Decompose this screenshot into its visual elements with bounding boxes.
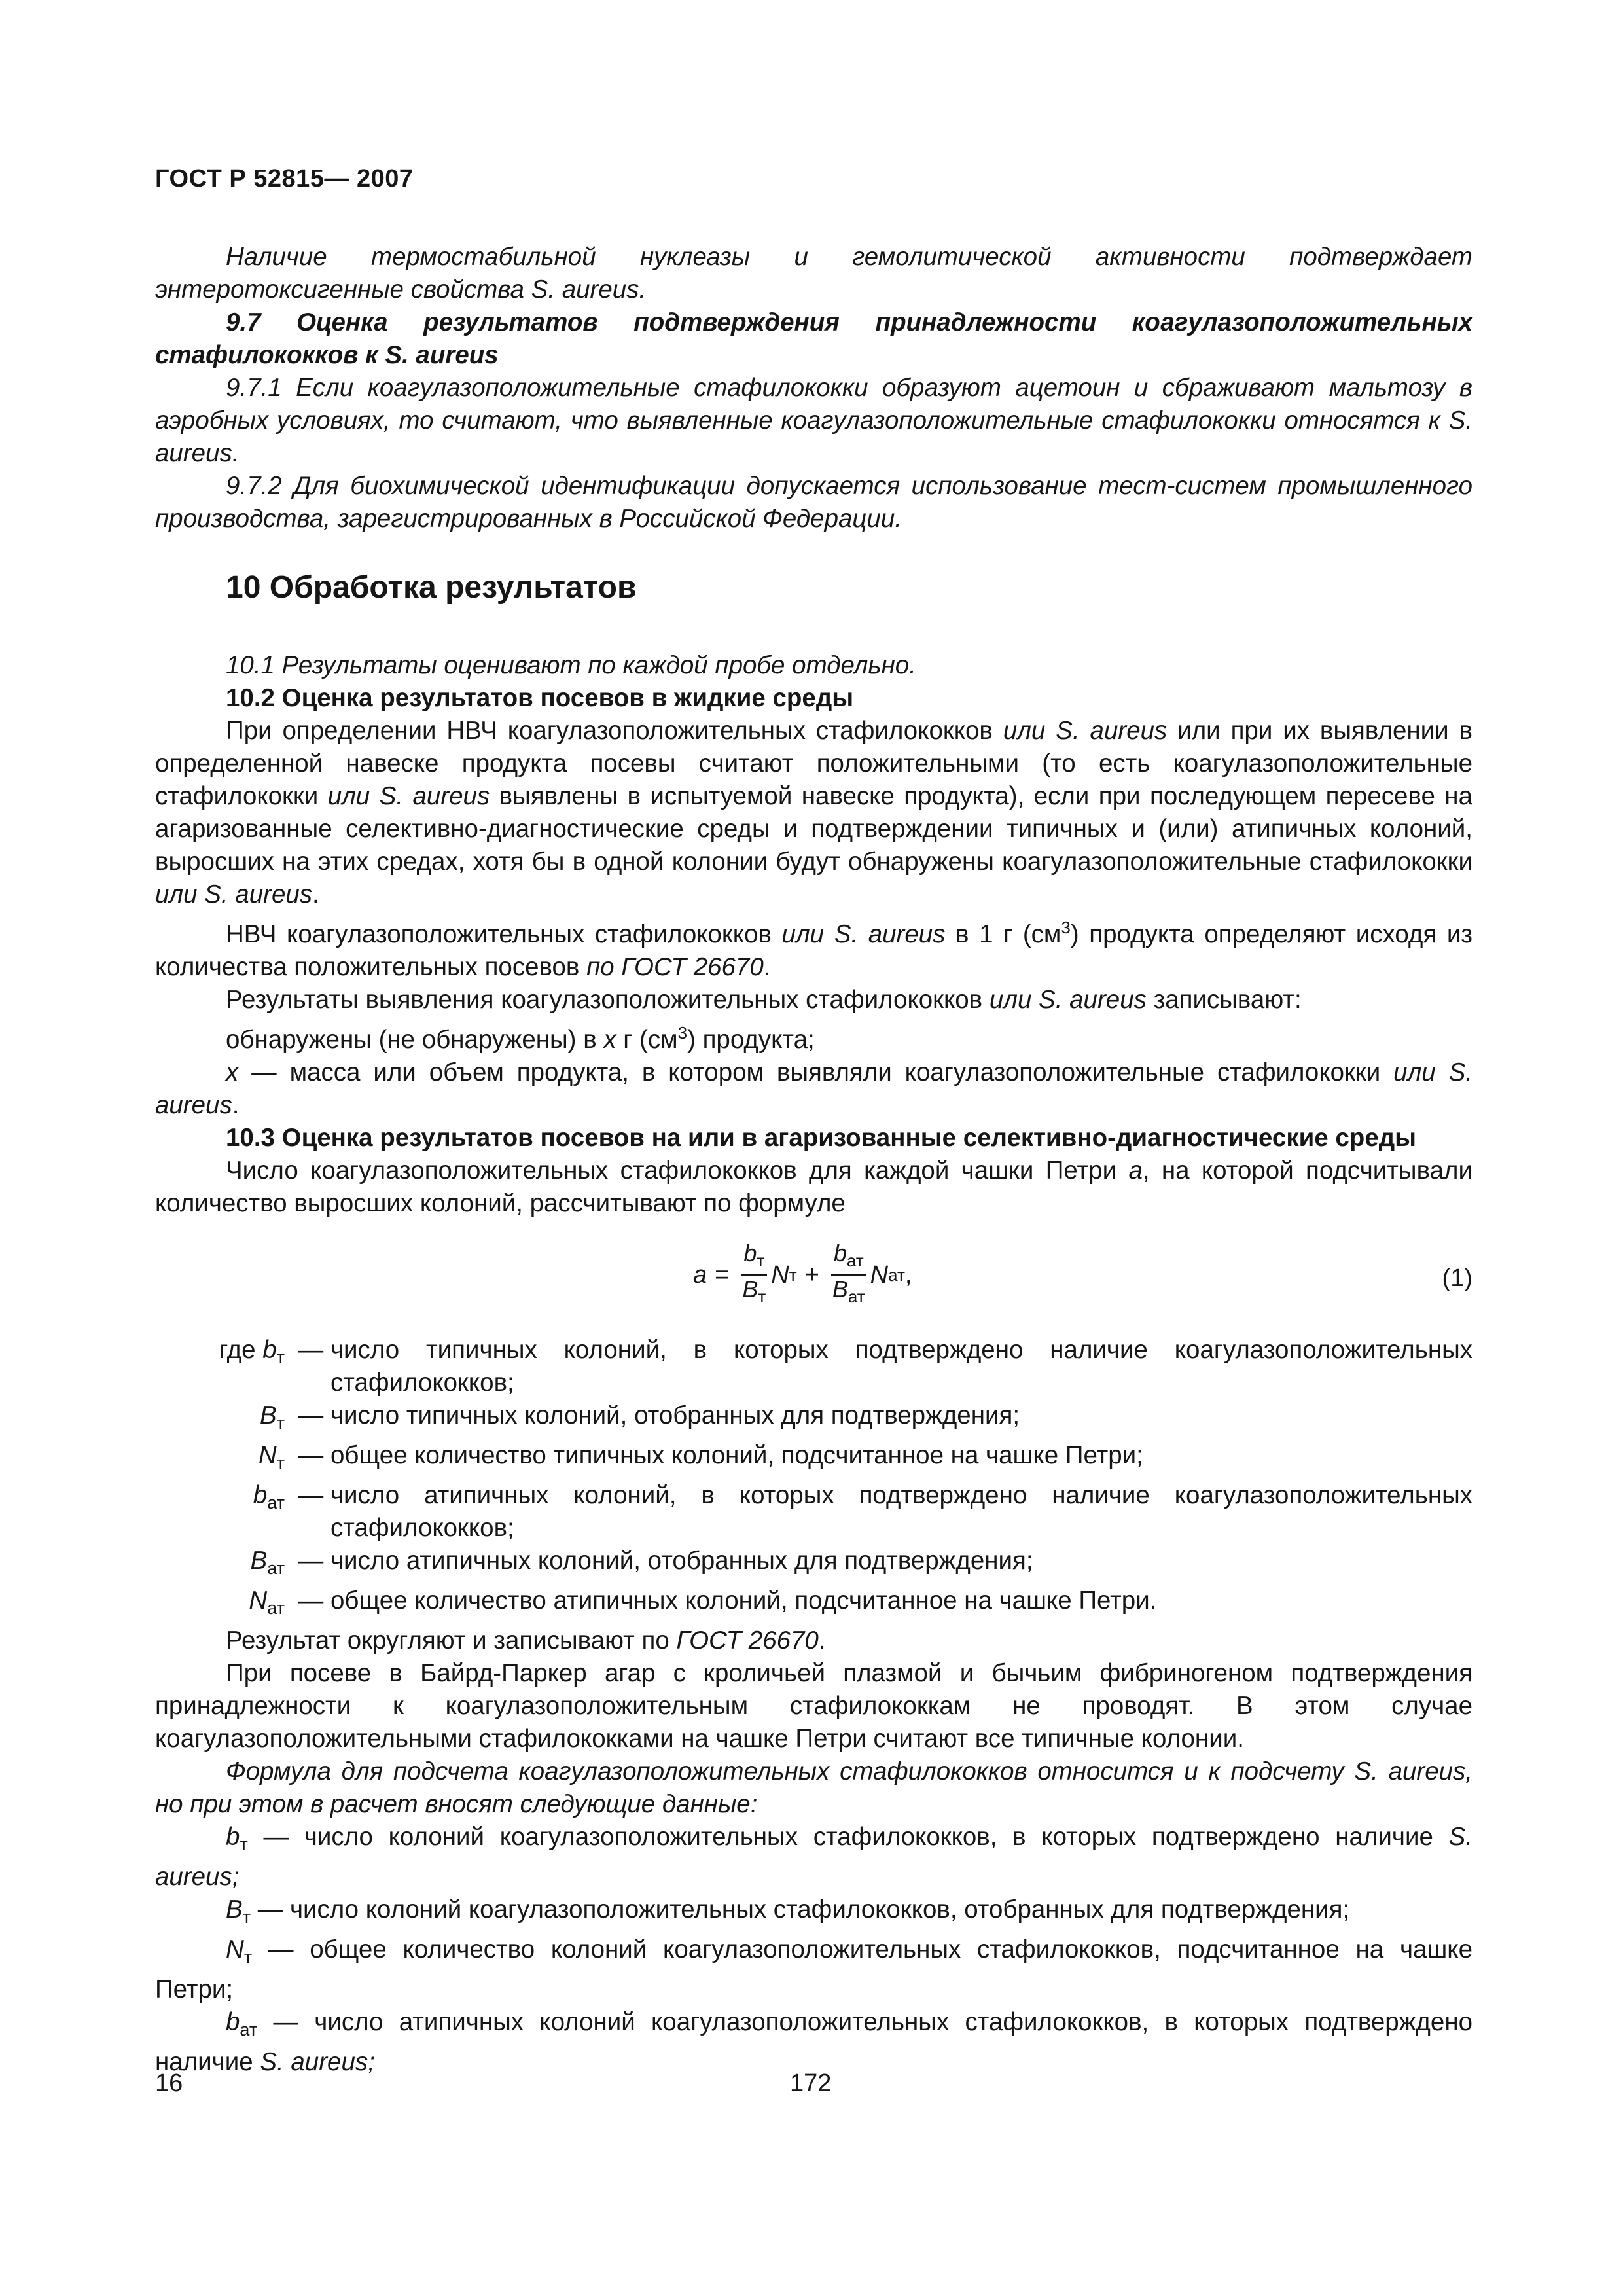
text-run: — число атипичных колоний коагулазоположительных стафилококков, в которых подтверждено наличие [155, 2008, 1472, 2076]
definition-symbol [155, 1439, 291, 1479]
definition-text: число атипичных колоний, в которых подтверждено наличие коагулазоположительных стафилококков; [330, 1481, 1472, 1542]
formula-subscript: ат [888, 1265, 905, 1285]
fraction-numerator [831, 1240, 866, 1276]
text-run: х [603, 1026, 616, 1054]
definition-dash: — [298, 1587, 324, 1615]
text-run: или S. aureus [155, 880, 313, 908]
text-run: — число колоний коагулазоположительных стафилококков, отобранных для подтверждения; [251, 1895, 1350, 1924]
formula-symbol: b [833, 1240, 847, 1266]
symbol-letter: B [250, 1547, 268, 1575]
formula-symbol: B [742, 1276, 758, 1302]
formula [693, 1240, 912, 1310]
formula-subscript: т [757, 1251, 765, 1270]
paragraph-extra-def [155, 1933, 1472, 2006]
formula-subscript: т [789, 1265, 797, 1285]
definition-symbol [155, 1479, 291, 1545]
paragraph-10-2-results [155, 715, 1472, 911]
paragraph-extra-def [155, 1821, 1472, 1893]
text-run: г (см [616, 1026, 678, 1054]
formula-lhs: a [693, 1261, 707, 1289]
definition-item [155, 1439, 1472, 1479]
definition-text: число типичных колоний, в которых подтверждено наличие коагулазоположительных стафилококков; [330, 1336, 1472, 1397]
definition-text: число типичных колоний, отобранных для подтверждения; [330, 1401, 1020, 1429]
symbol-subscript: ат [267, 1558, 285, 1578]
text-run: . [312, 880, 319, 908]
definition-item [155, 1585, 1472, 1624]
symbol-subscript: т [240, 1835, 248, 1854]
text-run: или S. aureus [781, 920, 946, 948]
text-run: Результаты выявления коагулазоположительных стафилококков [226, 986, 990, 1014]
symbol-letter: N [249, 1587, 268, 1615]
text-run: а [1128, 1157, 1143, 1185]
formula-block [155, 1229, 1472, 1327]
text-run: Число коагулазоположительных стафилококков для каждой чашки Петри [226, 1157, 1129, 1185]
paragraph-extra-def [155, 1893, 1472, 1933]
paragraph-10-2-record [155, 984, 1472, 1016]
paragraph-10-3-baird-parker: При посеве в Байрд-Паркер агар с кроличьей плазмой и бычьим фибриногеном подтверждения принадлежности к коагулазоположительным стафилококкам не проводят. В этом случае коагулазоположительными стафилококками на чашке Петри считают все типичные колонии. [155, 1659, 1472, 1753]
definition-dash: — [298, 1336, 324, 1364]
text-run: ) продукта; [687, 1026, 815, 1054]
superscript: 3 [677, 1023, 688, 1043]
paragraph-9-7-2: 9.7.2 Для биохимической идентификации допускается использование тест-систем промышленного производства, зарегистрированных в Российской Федерации. [155, 472, 1472, 533]
paragraph-10-2-x [155, 1056, 1472, 1122]
definition-symbol [155, 1334, 291, 1399]
text-run: или S. aureus [327, 782, 490, 810]
paragraph-10-3-formula-note: Формула для подсчета коагулазоположительных стафилококков относится и к подсчету S. aureus, но при этом в расчет вносят следующие данные: [155, 1757, 1472, 1818]
document-header: ГОСТ Р 52815— 2007 [155, 165, 414, 192]
fraction-denominator [830, 1276, 868, 1310]
text-run: . [818, 1626, 826, 1655]
definition-symbol [155, 1545, 291, 1585]
text-run: обнаружены (не обнаружены) в [226, 1026, 604, 1054]
symbol-subscript: т [276, 1348, 285, 1367]
paragraph-extra-def [155, 2006, 1472, 2079]
symbol-letter: B [226, 1895, 243, 1924]
text-run: ГОСТ 26670 [676, 1626, 819, 1655]
definition-item [155, 1334, 1472, 1399]
text-run: S. aureus; [155, 1823, 1472, 1891]
paragraph-9-7-1: 9.7.1 Если коагулазоположительные стафилококки образуют ацетоин и сбраживают мальтозу в аэробных условиях, то считают, что выявленные коагулазоположительные стафилококки относятся к S. aureus. [155, 374, 1472, 467]
symbol-letter: b [226, 2008, 240, 2036]
text-run: S. aureus; [260, 2048, 375, 2076]
definition-dash: — [298, 1401, 324, 1429]
definition-text: общее количество типичных колоний, подсчитанное на чашке Петри; [330, 1441, 1143, 1469]
text-run: или S. aureus [989, 986, 1147, 1014]
symbol-subscript: т [276, 1413, 285, 1433]
heading-10-2: 10.2 Оценка результатов посевов в жидкие среды [226, 684, 854, 712]
formula-subscript: ат [846, 1251, 864, 1270]
page-number: 16 [155, 2070, 183, 2097]
formula-symbol: B [832, 1276, 848, 1302]
text-run: — общее количество колоний коагулазоположительных стафилококков, подсчитанное на чашке Петри; [155, 1935, 1472, 2003]
heading-10-3: 10.3 Оценка результатов посевов на или в агаризованные селективно-диагностические среды [226, 1124, 1417, 1152]
formula-comma: , [904, 1261, 912, 1289]
symbol-subscript: т [242, 1907, 251, 1927]
center-page-number: 172 [790, 2070, 832, 2097]
formula-equals: = [715, 1261, 730, 1289]
symbol-letter: b [253, 1481, 268, 1509]
text-run: по ГОСТ 26670 [586, 953, 764, 981]
formula-symbol: b [743, 1240, 757, 1266]
text-run: выявлены в испытуемой навеске продукта), если при последующем пересеве на агаризованные селективно-диагностические среды и подтверждении типичных и (или) атипичных колоний, выросших на этих средах, хотя бы в одной колонии будут обнаружены коагулазоположительные стафилококки [155, 782, 1472, 876]
definition-item [155, 1545, 1472, 1585]
text-run: в 1 г (см [945, 920, 1061, 948]
definition-text: общее количество атипичных колоний, подсчитанное на чашке Петри. [330, 1587, 1157, 1615]
text-run: При определении НВЧ коагулазоположительных стафилококков [226, 717, 1003, 745]
text-run: . [763, 953, 771, 981]
symbol-letter: B [259, 1401, 277, 1429]
symbol-letter: N [258, 1441, 277, 1469]
text-run: — число колоний коагулазоположительных стафилококков, в которых подтверждено наличие [247, 1823, 1449, 1851]
text-run: записывают: [1146, 986, 1302, 1014]
formula-subscript: ат [847, 1287, 865, 1306]
superscript: 3 [1061, 918, 1071, 937]
text-run: Результат округляют и записывают по [226, 1626, 677, 1655]
fraction-atypical [830, 1240, 868, 1310]
text-run: х [226, 1058, 239, 1086]
text-run: ) продукта определяют исходя из количества положительных посевов [155, 920, 1473, 981]
fraction-numerator [741, 1240, 767, 1276]
text-run: . [232, 1091, 240, 1119]
definition-dash: — [298, 1441, 324, 1469]
definition-prefix: где [219, 1336, 263, 1364]
text-run: или при их выявлении в определенной навеске продукта посевы считают положительными (то есть коагулазоположительные стафилококки [155, 717, 1472, 810]
definition-dash: — [298, 1481, 324, 1509]
text-run: — масса или объем продукта, в котором выявляли коагулазоположительные стафилококки [238, 1058, 1394, 1086]
formula-subscript: т [758, 1287, 766, 1306]
paragraph-10-1: 10.1 Результаты оценивают по каждой пробе отдельно. [226, 651, 916, 679]
formula-symbol: N [771, 1261, 789, 1289]
text-run: , на которой подсчитывали количество выросших колоний, рассчитывают по формуле [155, 1157, 1473, 1217]
document-body [155, 241, 1472, 2079]
symbol-subscript: ат [267, 1493, 285, 1513]
symbol-letter: b [226, 1823, 240, 1851]
text-run: или S. aureus [1003, 717, 1168, 745]
paragraph-10-3-count [155, 1155, 1472, 1220]
paragraph-nuclease: Наличие термостабильной нуклеазы и гемолитической активности подтверждает энтеротоксигенные свойства S. aureus. [155, 243, 1472, 304]
symbol-subscript: т [243, 1947, 253, 1967]
definition-text: число атипичных колоний, отобранных для подтверждения; [330, 1547, 1033, 1575]
text-run: НВЧ коагулазоположительных стафилококков [226, 920, 782, 948]
definition-symbol [155, 1585, 291, 1624]
symbol-subscript: ат [240, 2020, 258, 2039]
paragraph-10-2-nvch [155, 911, 1472, 984]
symbol-letter: b [262, 1336, 277, 1364]
definitions-list [155, 1334, 1472, 1624]
definition-item [155, 1399, 1472, 1439]
definition-dash: — [298, 1547, 324, 1575]
text-run: или S. aureus [155, 1058, 1472, 1119]
formula-symbol: N [870, 1261, 889, 1289]
paragraph-10-2-found [155, 1016, 1472, 1056]
symbol-letter: N [226, 1935, 244, 1964]
definition-item [155, 1479, 1472, 1545]
symbol-subscript: ат [267, 1598, 285, 1618]
symbol-subscript: т [276, 1453, 285, 1473]
definition-symbol [155, 1399, 291, 1439]
paragraph-10-3-round [155, 1624, 1472, 1657]
fraction-typical [740, 1240, 768, 1310]
formula-plus: + [804, 1261, 819, 1289]
section-title: 10 Обработка результатов [226, 570, 637, 605]
fraction-denominator [740, 1276, 768, 1310]
heading-9-7: 9.7 Оценка результатов подтверждения принадлежности коагулазоположительных стафилококков к S. aureus [155, 308, 1472, 369]
formula-number: (1) [1442, 1265, 1472, 1292]
